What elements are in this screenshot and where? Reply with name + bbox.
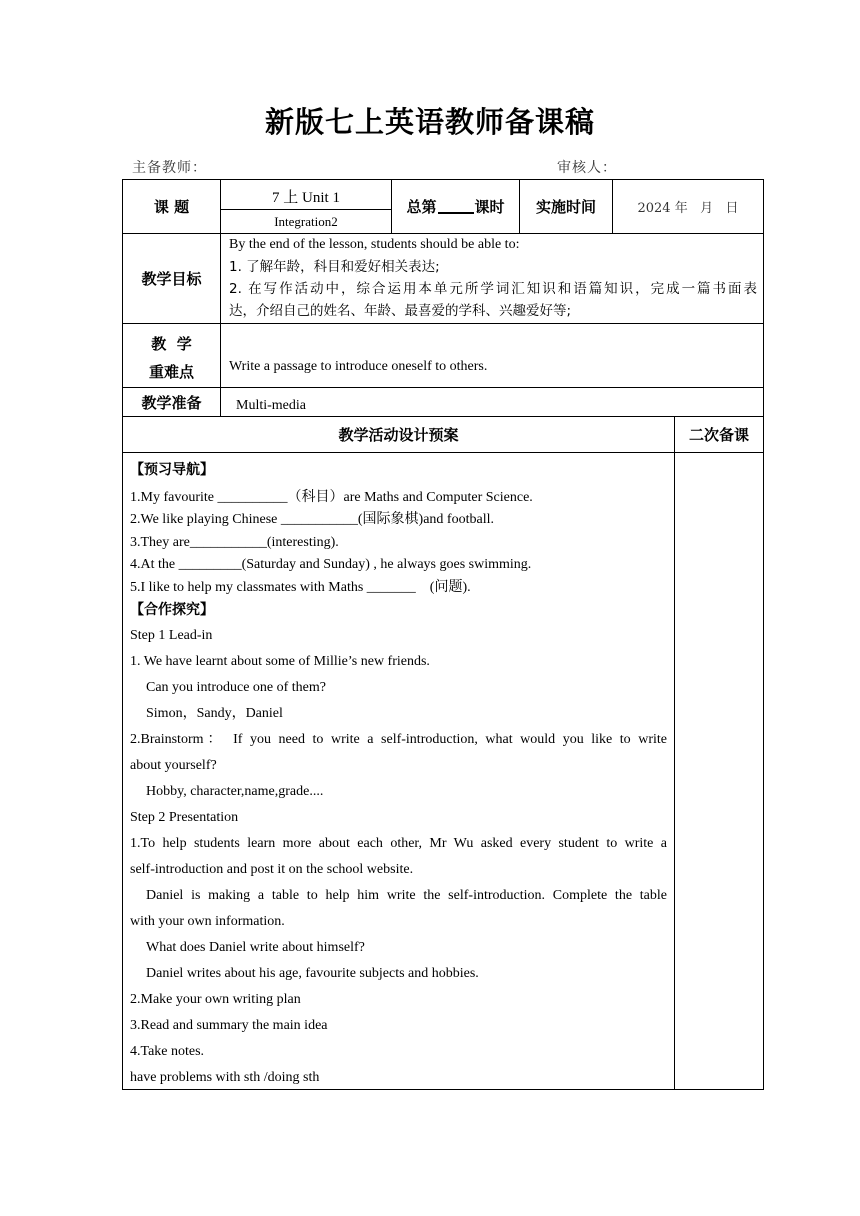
- step-1-brainstorm-line-1: 2.Brainstorm： If you need to write a self-introduction, what would you like to write: [130, 732, 667, 747]
- step-1-names: Simon，Sandy，Daniel: [146, 706, 283, 721]
- step-1-heading: Step 1 Lead-in: [130, 628, 213, 643]
- cooperation-section-title: 【合作探究】: [130, 602, 214, 618]
- total-period: [392, 180, 519, 233]
- preview-item-3: 3.They are___________(interesting).: [130, 535, 339, 550]
- lesson-plan-table: [122, 179, 764, 1090]
- total-suffix: 课时: [474, 198, 505, 216]
- step-2-item-3: 3.Read and summary the main idea: [130, 1018, 328, 1033]
- objective-2-line-2: 达，介绍自己的姓名、年龄、最喜爱的学科、兴趣爱好等;: [229, 303, 572, 319]
- objectives-label: 教学目标: [141, 270, 202, 288]
- step-2-item-1-line-1: 1.To help students learn more about each other, Mr Wu asked every student to write a: [130, 836, 667, 851]
- difficulty-label-top: 教 学: [151, 334, 192, 353]
- objective-2-line-1: 2. 在写作活动中，综合运用本单元所学词汇知识和语篇知识，完成一篇书面表: [229, 281, 757, 297]
- preview-item-1: 1.My favourite __________（科目）are Maths and Computer Science.: [130, 490, 533, 505]
- subject-label: 课 题: [153, 198, 190, 216]
- implementation-time-label: 实施时间: [535, 198, 596, 216]
- difficulty-text: Write a passage to introduce oneself to others.: [229, 359, 488, 374]
- preparation-label: 教学准备: [141, 393, 202, 412]
- step-1-question: Can you introduce one of them?: [146, 680, 327, 695]
- step-1-brainstorm-answers: Hobby, character,name,grade....: [146, 784, 324, 799]
- step-2-heading: Step 2 Presentation: [130, 810, 239, 825]
- implementation-date: 2024 年 月 日: [637, 201, 739, 216]
- step-1-item-1: 1. We have learnt about some of Millie’s new friends.: [130, 654, 430, 669]
- second-preparation-header: 二次备课: [688, 426, 749, 444]
- step-2-daniel-line-1: Daniel is making a table to help him write the self-introduction. Complete the table: [146, 888, 667, 903]
- activity-design-header: 教学活动设计预案: [338, 426, 459, 444]
- lead-teacher-label: 主备教师：: [132, 160, 207, 176]
- step-2-item-1-line-2: self-introduction and post it on the school website.: [130, 862, 414, 877]
- step-2-note: have problems with sth /doing sth: [130, 1070, 320, 1085]
- step-2-answer: Daniel writes about his age, favourite subjects and hobbies.: [146, 966, 479, 981]
- document-title: 新版七上英语教师备课稿: [264, 105, 595, 139]
- preview-item-5: 5.I like to help my classmates with Maths _______ (问题).: [130, 580, 471, 595]
- period-number-blank: [438, 200, 474, 214]
- preview-item-4: 4.At the _________(Saturday and Sunday) , he always goes swimming.: [130, 557, 532, 572]
- difficulty-label-bottom: 重难点: [148, 362, 194, 381]
- preview-item-2: 2.We like playing Chinese ___________(国际象棋)and football.: [130, 512, 494, 527]
- preparation-text: Multi-media: [236, 398, 306, 413]
- unit-title: 7 上 Unit 1: [272, 189, 340, 206]
- step-2-item-4: 4.Take notes.: [130, 1044, 205, 1059]
- step-2-daniel-line-2: with your own information.: [130, 914, 285, 929]
- preview-section-title: 【预习导航】: [130, 462, 214, 478]
- step-2-question: What does Daniel write about himself?: [146, 940, 365, 955]
- reviewer-label: 审核人：: [557, 160, 617, 176]
- objective-1: 1. 了解年龄，科目和爱好相关表达;: [229, 259, 440, 275]
- total-prefix: 总第: [406, 198, 437, 216]
- step-2-item-2: 2.Make your own writing plan: [130, 992, 301, 1007]
- objectives-intro: By the end of the lesson, students should be able to:: [229, 237, 520, 252]
- lesson-title: Integration2: [274, 214, 338, 229]
- step-1-brainstorm-line-2: about yourself?: [130, 758, 217, 773]
